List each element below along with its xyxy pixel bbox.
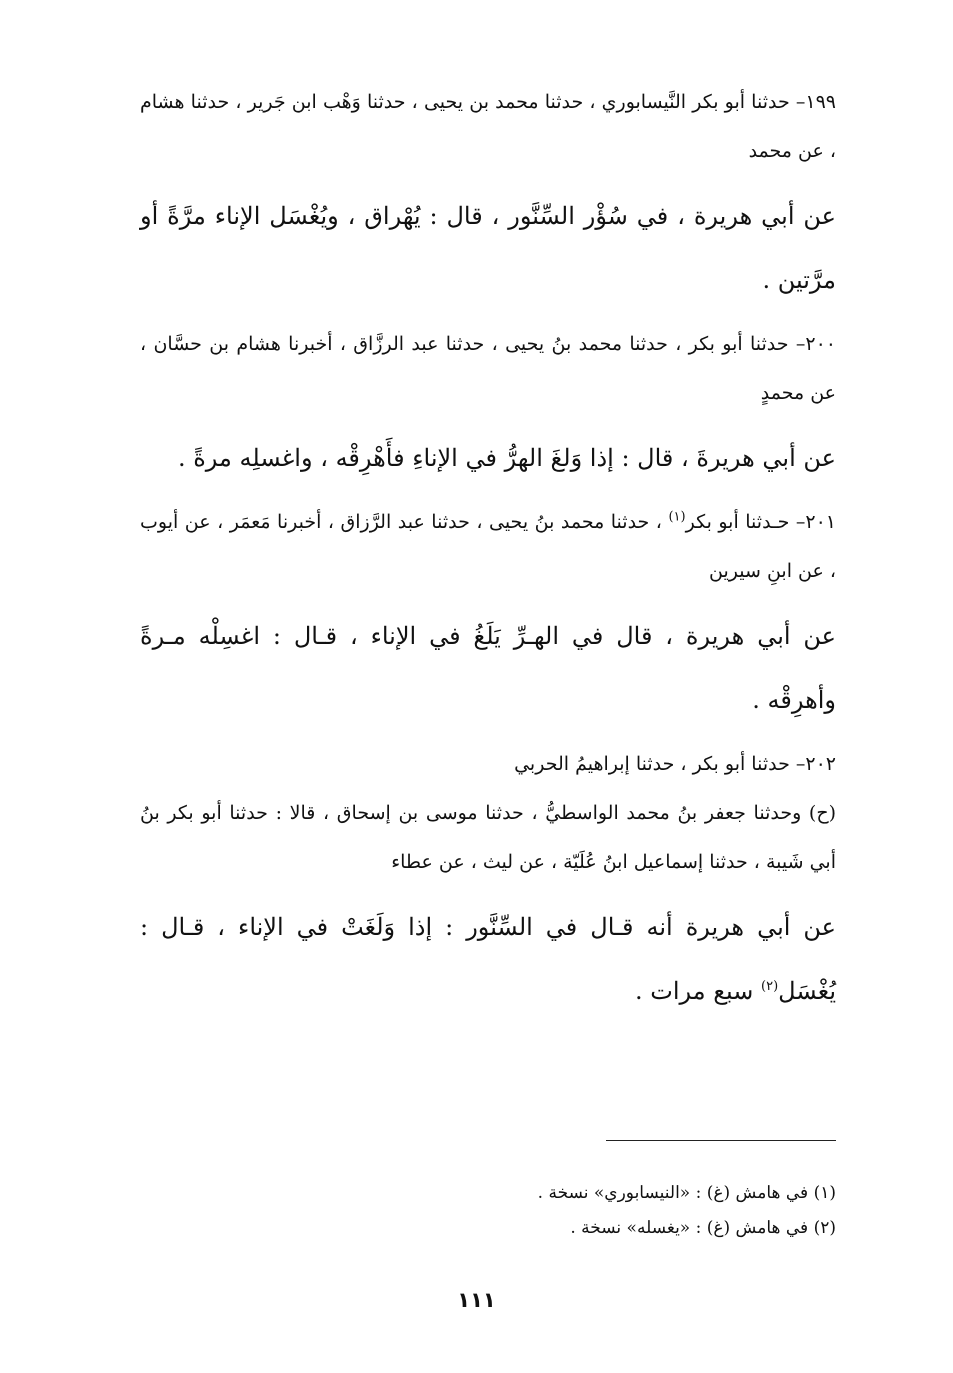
footnote-marker-2: (٢) — [761, 979, 779, 994]
hadith-199-matn: عن أبي هريرة ، في سُؤْر السِّنَّور ، قال : يُهْراق ، ويُغْسَل الإناء مرَّةً أو مرَّتين . — [140, 202, 836, 294]
hadith-202-matn-start: عن أبي هريرة أنه قـال في السِّنَّور : إذا وَلَغَتْ في الإناء ، قـال : يُغْسَل — [140, 913, 836, 1005]
footnotes — [140, 1176, 836, 1246]
page-body — [140, 78, 836, 1023]
hadith-201-isnad-rest: ، حدثنا محمد بنُ يحيى ، حدثنا عبد الرَّزاق ، أخبرنا مَعمَر ، عن أيوب ، عن ابنِ سيرين — [140, 511, 836, 582]
hadith-199-isnad: ١٩٩– حدثنا أبو بكر النَّيسابوري ، حدثنا محمد بن يحيى ، حدثنا وَهْب ابن جَرير ، حدثنا هشام ، عن محمد — [140, 91, 836, 162]
footnote-2: (٢) في هامش (غ) : «يغسله» نسخة . — [570, 1218, 836, 1238]
footnote-divider — [606, 1140, 836, 1141]
hadith-201-matn: عن أبي هريرة ، قال في الهـرِّ يَلَغُ في الإناء ، قـال : اغسِلْه مـرةً وأهرِقْه . — [140, 622, 836, 714]
footnote-1: (١) في هامش (غ) : «النيسابوري» نسخة . — [537, 1183, 836, 1203]
hadith-202-matn — [140, 895, 836, 1023]
hadith-202-isnad-second: (ح) وحدثنا جعفر بنُ محمد الواسطيُّ ، حدثنا موسى بن إسحاق ، قالا : حدثنا أبو بكر بنُ أبي شَيبة ، حدثنا إسماعيل ابنُ عُلَيّة ، عن ليث ، عن عطاء — [140, 802, 836, 873]
hadith-202-isnad: ٢٠٢– حدثنا أبو بكر ، حدثنا إبراهيمُ الحربي — [514, 753, 836, 775]
page-number: ١١١ — [457, 1288, 496, 1312]
hadith-200-matn: عن أبي هريرةَ ، قال : إذا وَلغَ الهرُّ في الإناءِ فأَهْرِقْه ، واغسلِه مرةً . — [177, 444, 836, 472]
hadith-201-isnad — [140, 498, 836, 596]
hadith-202-matn-rest: سبع مرات . — [635, 977, 762, 1005]
footnote-marker-1: (١) — [668, 509, 686, 525]
hadith-201-isnad-start: ٢٠١– حـدثنا أبو بكر — [685, 511, 836, 533]
hadith-200-isnad: ٢٠٠– حدثنا أبو بكر ، حدثنا محمد بنُ يحيى ، حدثنا عبد الرزَّاق ، أخبرنا هشام بن حسَّان ، عن محمدٍ — [140, 333, 836, 404]
